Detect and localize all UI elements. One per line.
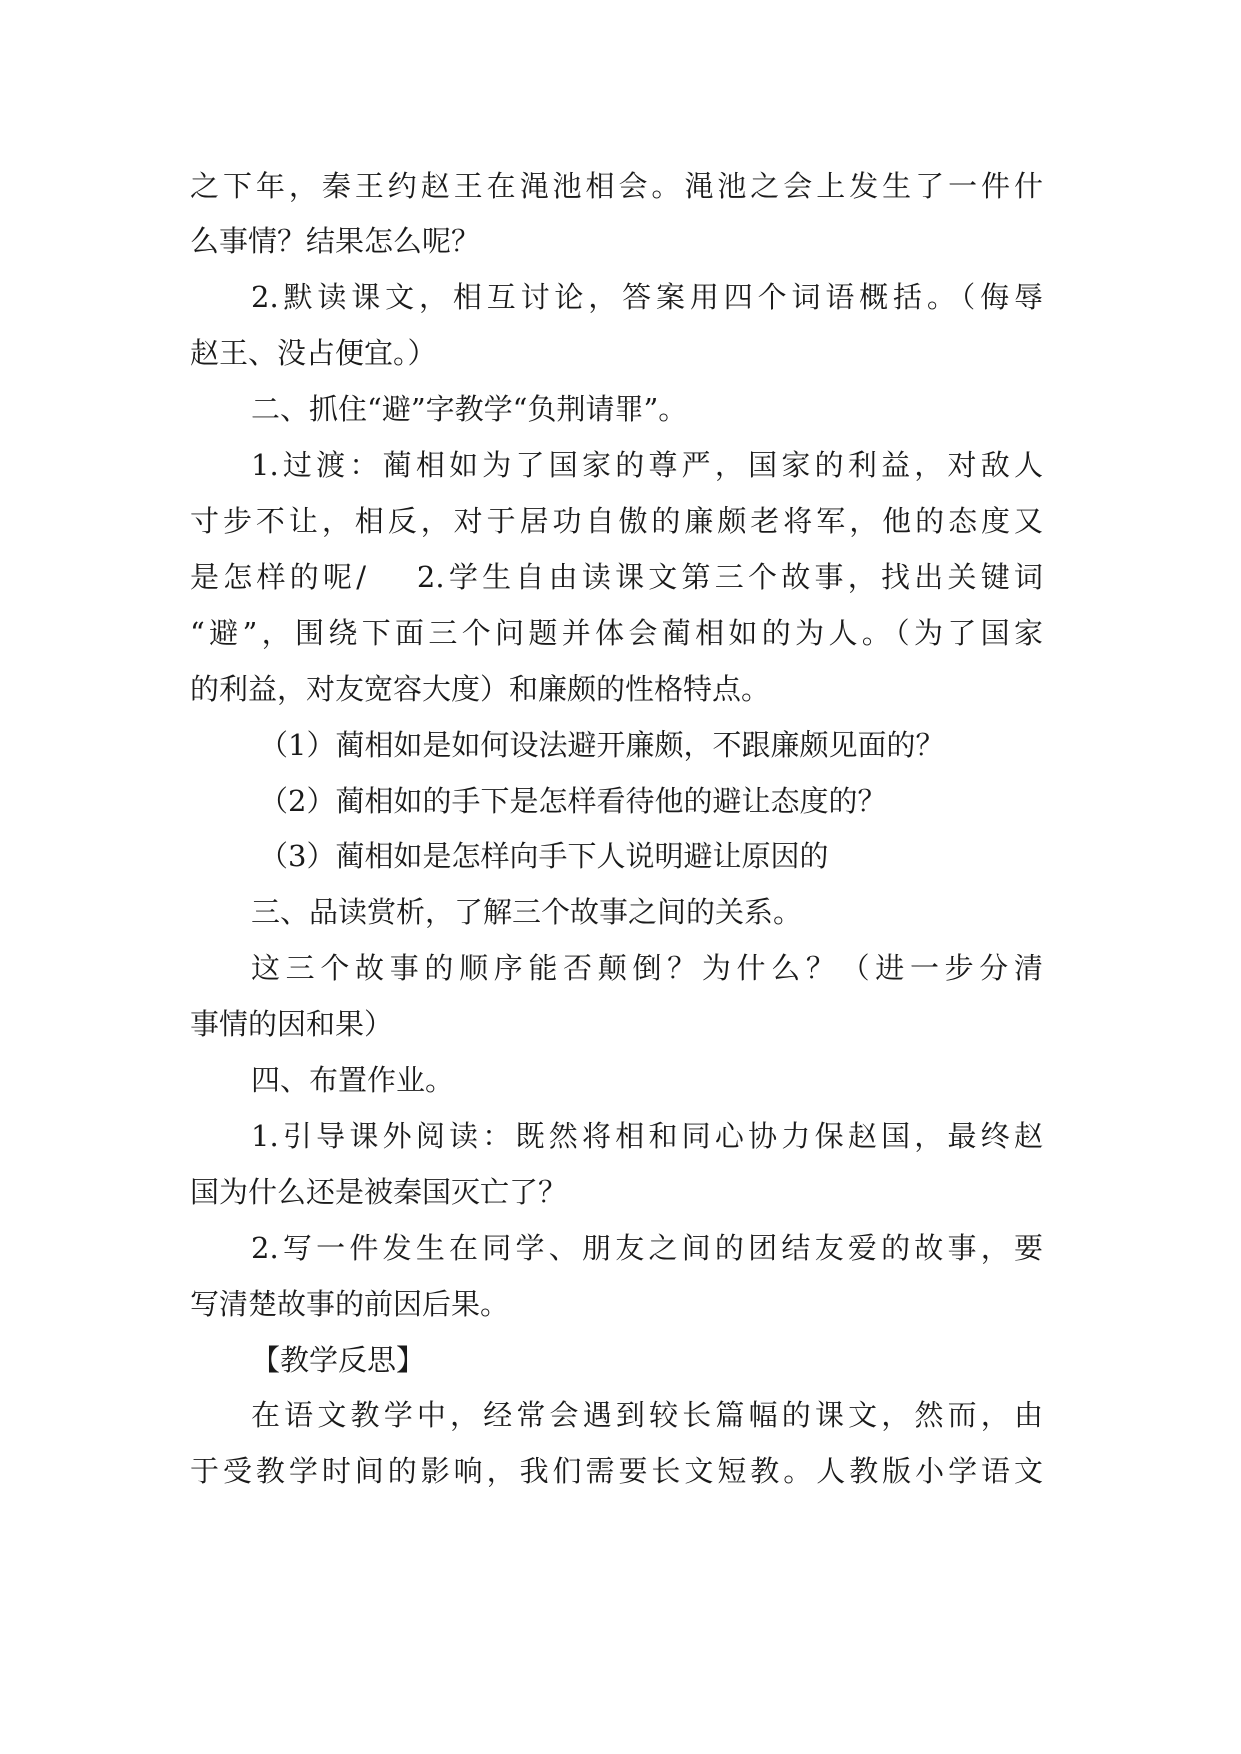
text-line: 这三个故事的顺序能否颠倒？为什么？（进一步分清 <box>251 951 1043 985</box>
text-line: 么事情？结果怎么呢？ <box>190 224 481 258</box>
text-line: 赵王、没占便宜。） <box>190 336 437 370</box>
text-line: 寸步不让，相反，对于居功自傲的廉颇老将军，他的态度又 <box>190 504 1043 538</box>
section-heading: 二、抓住“避”字教学“负荆请罪”。 <box>251 392 688 426</box>
text-line: 写清楚故事的前因后果。 <box>190 1287 510 1321</box>
text-line: 2.写一件发生在同学、朋友之间的团结友爱的故事，要 <box>251 1231 1043 1265</box>
text-line: 国为什么还是被秦国灭亡了？ <box>190 1175 568 1209</box>
section-heading: 【教学反思】 <box>251 1343 426 1377</box>
text-line: 是怎样的呢/ 2.学生自由读课文第三个故事，找出关键词 <box>190 560 1043 594</box>
text-line: 事情的因和果） <box>190 1007 394 1041</box>
text-line: 1.引导课外阅读：既然将相和同心协力保赵国，最终赵 <box>251 1119 1043 1153</box>
section-heading: 三、品读赏析，了解三个故事之间的关系。 <box>251 895 803 929</box>
list-item: （1）蔺相如是如何设法避开廉颇，不跟廉颇见面的？ <box>259 728 945 762</box>
text-line: 的利益，对友宽容大度）和廉颇的性格特点。 <box>190 672 771 706</box>
section-heading: 四、布置作业。 <box>251 1063 455 1097</box>
list-item: （3）蔺相如是怎样向手下人说明避让原因的 <box>259 839 829 873</box>
text-line: 于受教学时间的影响，我们需要长文短教。人教版小学语文 <box>190 1454 1043 1488</box>
text-line: 之下年，秦王约赵王在渑池相会。渑池之会上发生了一件什 <box>190 169 1043 203</box>
text-line: “避”，围绕下面三个问题并体会蔺相如的为人。（为了国家 <box>190 616 1043 650</box>
text-line: 1.过渡：蔺相如为了国家的尊严，国家的利益，对敌人 <box>251 448 1043 482</box>
list-item: （2）蔺相如的手下是怎样看待他的避让态度的？ <box>259 784 887 818</box>
text-line: 在语文教学中，经常会遇到较长篇幅的课文，然而，由 <box>251 1398 1043 1432</box>
text-line: 2.默读课文，相互讨论，答案用四个词语概括。（侮辱 <box>251 280 1043 314</box>
